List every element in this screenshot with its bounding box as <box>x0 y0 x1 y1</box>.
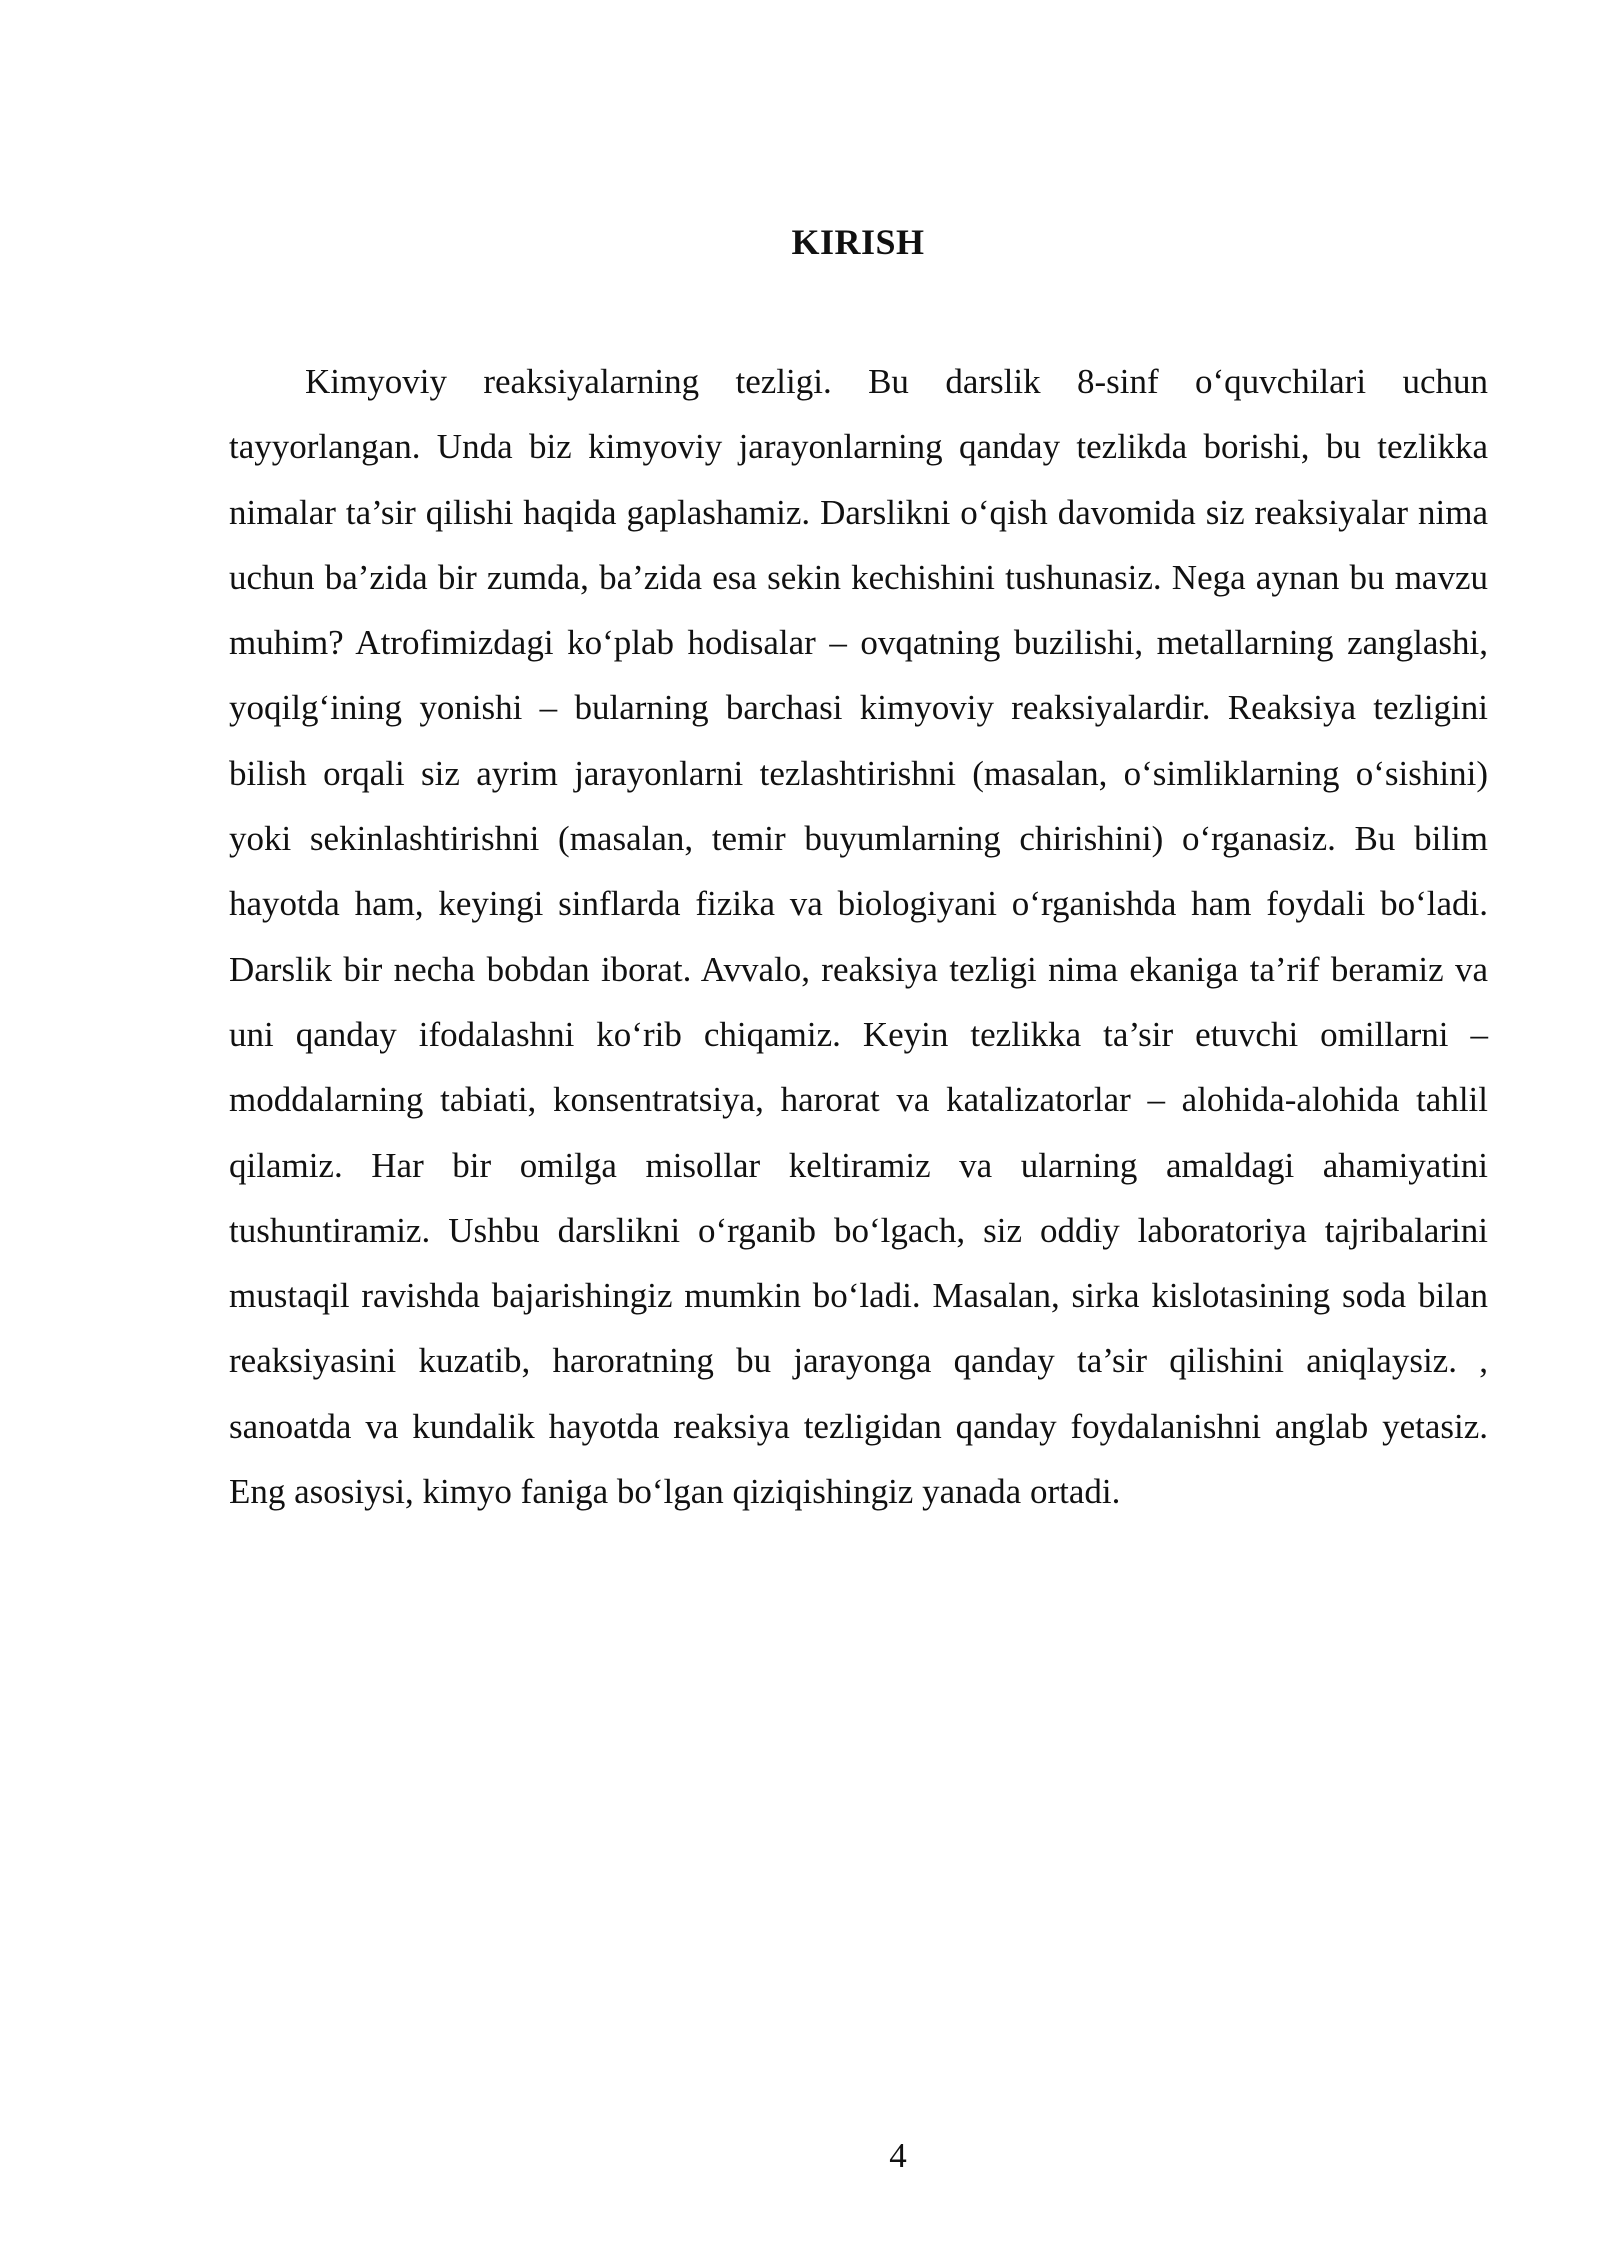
page-number: 4 <box>889 2136 907 2175</box>
page-title: KIRISH <box>791 222 925 262</box>
body-paragraph: Kimyoviy reaksiyalarning tezligi. Bu darslik 8-sinf o‘quvchilari uchun tayyorlangan. Unda biz kimyoviy jarayonlarning qanday tezlikda borishi, bu tezlikka nimalar ta’sir qilishi haqida gaplashamiz. Darslikni o‘qish davomida siz reaksiyalar nima uchun ba’zida bir zumda, ba’zida esa sekin kechishini tushunasiz. Nega aynan bu mavzu muhim? Atrofimizdagi ko‘plab hodisalar – ovqatning buzilishi, metallarning zanglashi, yoqilg‘ining yonishi – bularning barchasi kimyoviy reaksiyalardir. Reaksiya tezligini bilish orqali siz ayrim jarayonlarni tezlashtirishni (masalan, o‘simliklarning o‘sishini) yoki sekinlashtirishni (masalan, temir buyumlarning chirishini) o‘rganasiz. Bu bilim hayotda ham, keyingi sinflarda fizika va biologiyani o‘rganishda ham foydali bo‘ladi. Darslik bir necha bobdan iborat. Avvalo, reaksiya tezligi nima ekaniga ta’rif beramiz va uni qanday ifodalashni ko‘rib chiqamiz. Keyin tezlikka ta’sir etuvchi omillarni – moddalarning tabiati, konsentratsiya, harorat va katalizatorlar – alohida-alohida tahlil qilamiz. Har bir omilga misollar keltiramiz va ularning amaldagi ahamiyatini tushuntiramiz. Ushbu darslikni o‘rganib bo‘lgach, siz oddiy laboratoriya tajribalarini mustaqil ravishda bajarishingiz mumkin bo‘ladi. Masalan, sirka kislotasining soda bilan reaksiyasini kuzatib, haroratning bu jarayonga qanday ta’sir qilishini aniqlaysiz. , sanoatda va kundalik hayotda reaksiya tezligidan qanday foydalanishni anglab yetasiz. Eng asosiysi, kimyo faniga bo‘lgan qiziqishingiz yanada ortadi. <box>229 362 1488 1512</box>
